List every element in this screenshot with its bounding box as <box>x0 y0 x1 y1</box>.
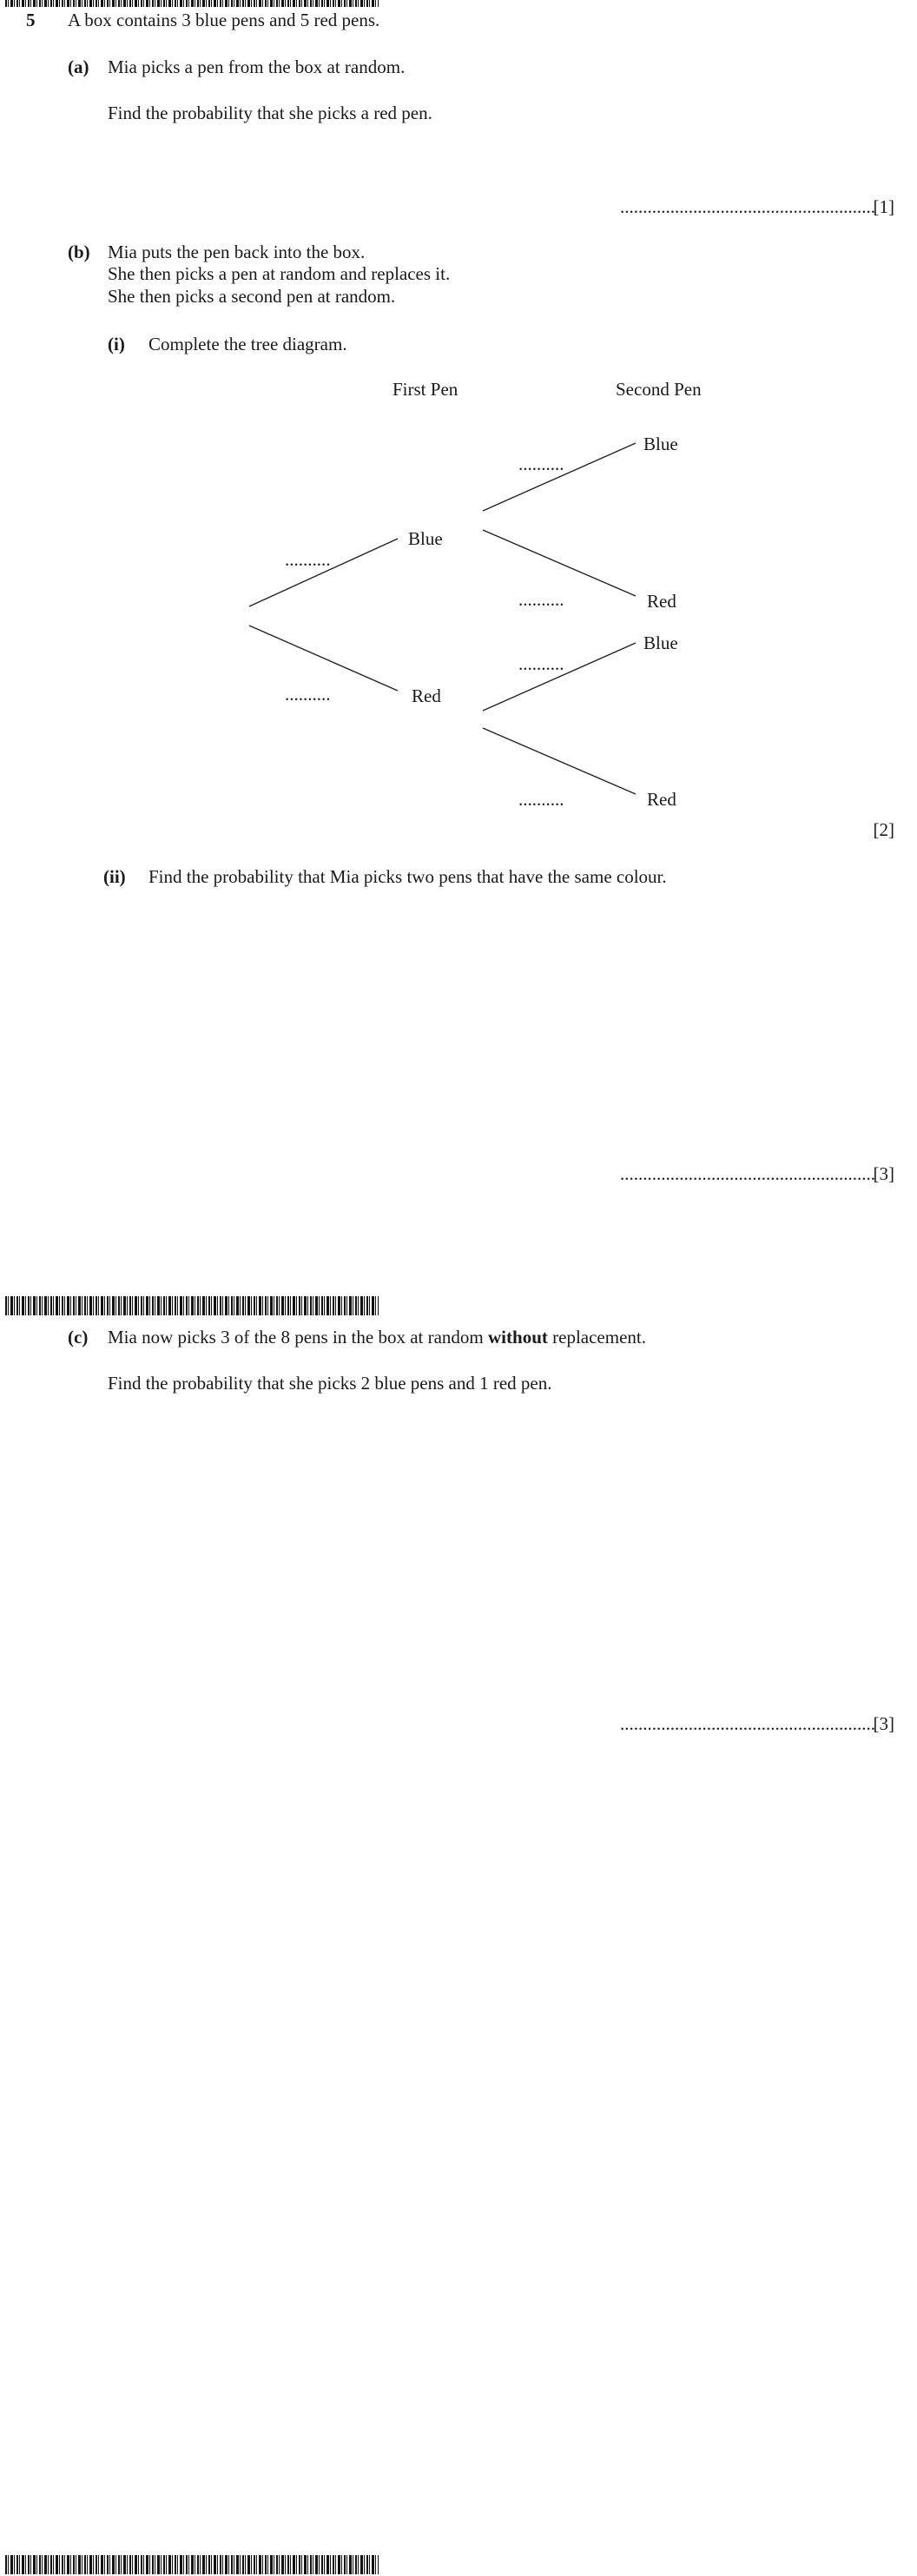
part-a-marks: [1] <box>873 196 894 217</box>
part-b-ii-answer-line[interactable]: ........................................................ <box>620 1163 875 1184</box>
part-b-ii-text: Find the probability that Mia picks two pens that have the same colour. <box>148 866 667 887</box>
part-a-label: (a) <box>68 56 89 77</box>
tree-second-blue-2: Blue <box>643 632 678 653</box>
part-c-label: (c) <box>68 1327 89 1348</box>
part-b-line1: Mia puts the pen back into the box. <box>108 242 366 262</box>
part-a-answer-line[interactable]: ........................................................ <box>620 196 875 217</box>
blank-blue-red[interactable]: .......... <box>518 589 564 610</box>
part-a-line2: Find the probability that she picks a red pen. <box>108 103 432 123</box>
tree-second-red-2: Red <box>647 789 676 810</box>
branch-blue-red <box>483 530 636 596</box>
part-b-i-label: (i) <box>108 334 125 354</box>
part-c-line1-bold: without <box>488 1327 548 1348</box>
blank-first-red[interactable]: .......... <box>285 684 331 705</box>
branch-root-red <box>249 626 398 691</box>
tree-diagram <box>0 0 917 869</box>
barcode-bottom <box>5 2555 379 2574</box>
blank-red-blue[interactable]: .......... <box>518 653 564 674</box>
part-c-line1-before: Mia now picks 3 of the 8 pens in the box at random <box>108 1327 489 1348</box>
tree-header-second: Second Pen <box>616 379 702 400</box>
part-c-line1-after: replacement. <box>547 1327 646 1348</box>
part-b-label: (b) <box>68 242 90 262</box>
question-stem: A box contains 3 blue pens and 5 red pens. <box>68 10 380 30</box>
tree-first-blue: Blue <box>408 528 443 549</box>
tree-second-red-1: Red <box>647 591 676 612</box>
part-b-i-marks: [2] <box>873 819 894 840</box>
question-number: 5 <box>26 10 36 30</box>
part-b-line2: She then picks a pen at random and replaces it. <box>108 263 451 284</box>
part-c-line2: Find the probability that she picks 2 blue pens and 1 red pen. <box>108 1373 552 1394</box>
part-c-line1 <box>108 1327 646 1348</box>
blank-blue-blue[interactable]: .......... <box>518 454 564 474</box>
tree-second-blue-1: Blue <box>643 434 678 454</box>
part-b-ii-label: (ii) <box>103 866 126 887</box>
branch-red-red <box>483 728 636 794</box>
part-c-answer-line[interactable]: ........................................................ <box>620 1713 875 1734</box>
tree-header-first: First Pen <box>393 379 458 400</box>
part-a-line1: Mia picks a pen from the box at random. <box>108 56 406 77</box>
blank-first-blue[interactable]: .......... <box>285 549 331 570</box>
part-b-ii-marks: [3] <box>873 1163 894 1184</box>
part-b-i-text: Complete the tree diagram. <box>148 334 347 354</box>
blank-red-red[interactable]: .......... <box>518 789 564 810</box>
part-b-line3: She then picks a second pen at random. <box>108 286 396 307</box>
part-c-marks: [3] <box>873 1713 894 1734</box>
tree-first-red: Red <box>412 685 441 706</box>
barcode-middle <box>5 1296 379 1315</box>
